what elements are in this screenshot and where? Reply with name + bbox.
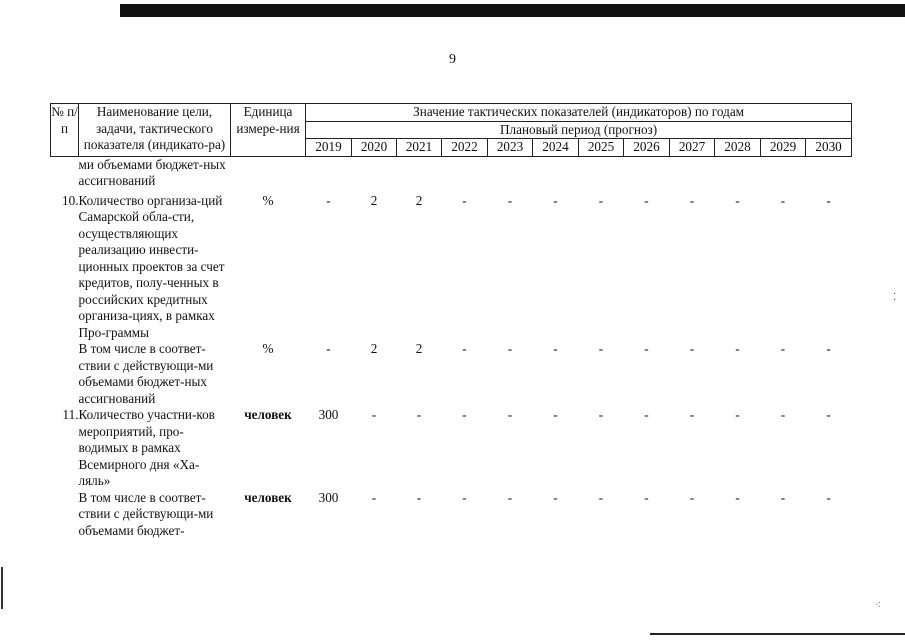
row-value: - [644,192,649,208]
row-value: - [826,489,831,505]
row-unit: % [262,341,274,356]
row-value: - [371,489,377,505]
row-unit: человек [244,489,292,505]
row-number: 11. [62,407,79,422]
header-year: 2024 [533,139,579,157]
row-value: - [598,192,604,208]
header-year: 2019 [306,139,352,157]
row-value: - [416,407,422,422]
page-number: 9 [449,52,456,67]
header-name: Наименование цели, задачи, тактического показателя (индикато-ра) [79,104,231,157]
row-value: - [644,407,649,422]
header-unit: Единица измере-ния [231,104,306,157]
table-header [51,104,852,157]
row-unit: % [262,192,274,208]
row-value: - [462,407,467,422]
row-number [51,156,79,193]
header-num: № п/п [51,104,79,157]
row-value: - [462,341,467,356]
header-year: 2023 [488,139,533,157]
row-value: - [735,407,740,422]
row-unit: человек [244,407,292,422]
row-value: - [735,341,740,356]
header-values-title: Значение тактических показателей (индикаторов) по годам [306,104,852,122]
left-scan-mark [1,567,3,609]
row-value [715,156,761,193]
table-row [51,193,852,342]
table-row [51,490,852,540]
header-year: 2025 [579,139,624,157]
row-value [579,156,624,193]
row-value: - [689,407,695,422]
header-year: 2027 [670,139,715,157]
row-value: - [326,341,331,356]
row-value: - [598,341,604,356]
row-value: 300 [318,489,339,505]
indicators-table [50,103,852,539]
row-number [51,341,79,407]
top-scan-bar [120,4,905,17]
row-value: - [553,489,558,505]
row-value [442,156,488,193]
row-value [397,156,442,193]
row-value: - [780,192,786,208]
row-number [51,490,79,540]
row-value [533,156,579,193]
row-value: - [689,341,695,356]
scan-speck-right: ⁚ [893,292,897,303]
header-year: 2020 [352,139,397,157]
table-row [51,156,852,193]
row-unit [231,156,306,193]
header-year: 2030 [806,139,852,157]
row-value: - [689,192,695,208]
row-value: - [507,192,513,208]
header-year: 2028 [715,139,761,157]
row-value [761,156,806,193]
row-value: - [553,192,558,208]
row-value: - [780,489,786,505]
scan-speck-bottom: ⁖ [875,600,881,611]
row-value [352,156,397,193]
row-value: - [644,489,649,505]
row-value: - [553,407,558,422]
row-value: - [598,489,604,505]
row-value [624,156,670,193]
row-value: - [507,407,513,422]
row-value [488,156,533,193]
row-value: - [826,341,831,356]
bottom-scan-line [650,633,905,635]
header-year: 2026 [624,139,670,157]
header-period: Плановый период (прогноз) [306,121,852,139]
row-value [306,156,352,193]
row-indicator-name: В том числе в соответ-ствии с действующи-ми объемами бюджет-ных ассигнований [78,341,214,406]
header-year: 2022 [442,139,488,157]
row-value [670,156,715,193]
row-number: 10. [62,192,79,208]
row-value: - [462,489,467,505]
row-indicator-name: В том числе в соответ-ствии с действующи-ми объемами бюджет- [78,489,214,538]
row-value: - [735,489,740,505]
row-value: - [553,341,558,356]
row-value: - [371,407,377,422]
row-value: - [826,407,831,422]
row-indicator-name: ми объемами бюджет-ных ассигнований [78,156,226,188]
row-value [806,156,852,193]
row-value: - [598,407,604,422]
row-value: - [326,192,331,208]
row-indicator-name: Количество участни-ков мероприятий, про-водимых в рамках Всемирного дня «Ха-ляль» [78,407,215,488]
row-value: - [735,192,740,208]
row-value: - [507,489,513,505]
row-value: 2 [415,192,423,208]
table-row [51,341,852,407]
row-value: - [780,407,786,422]
row-value: 2 [415,341,423,356]
table-body [51,156,852,539]
row-value: - [780,341,786,356]
row-value: - [507,341,513,356]
row-value: - [416,489,422,505]
header-year: 2021 [397,139,442,157]
header-year: 2029 [761,139,806,157]
row-value: - [644,341,649,356]
row-value: 2 [370,192,378,208]
row-value: 2 [370,341,378,356]
row-value: - [462,192,467,208]
row-value: 300 [318,407,339,422]
row-indicator-name: Количество организа-ций Самарской обла-сти, осуществляющих реализацию инвести-ционных проектов за счет кредитов, полу-ченных в российских кредитных организа-циях, в рамках Про-граммы [78,192,225,340]
table-row [51,407,852,490]
row-value: - [826,192,831,208]
row-value: - [689,489,695,505]
